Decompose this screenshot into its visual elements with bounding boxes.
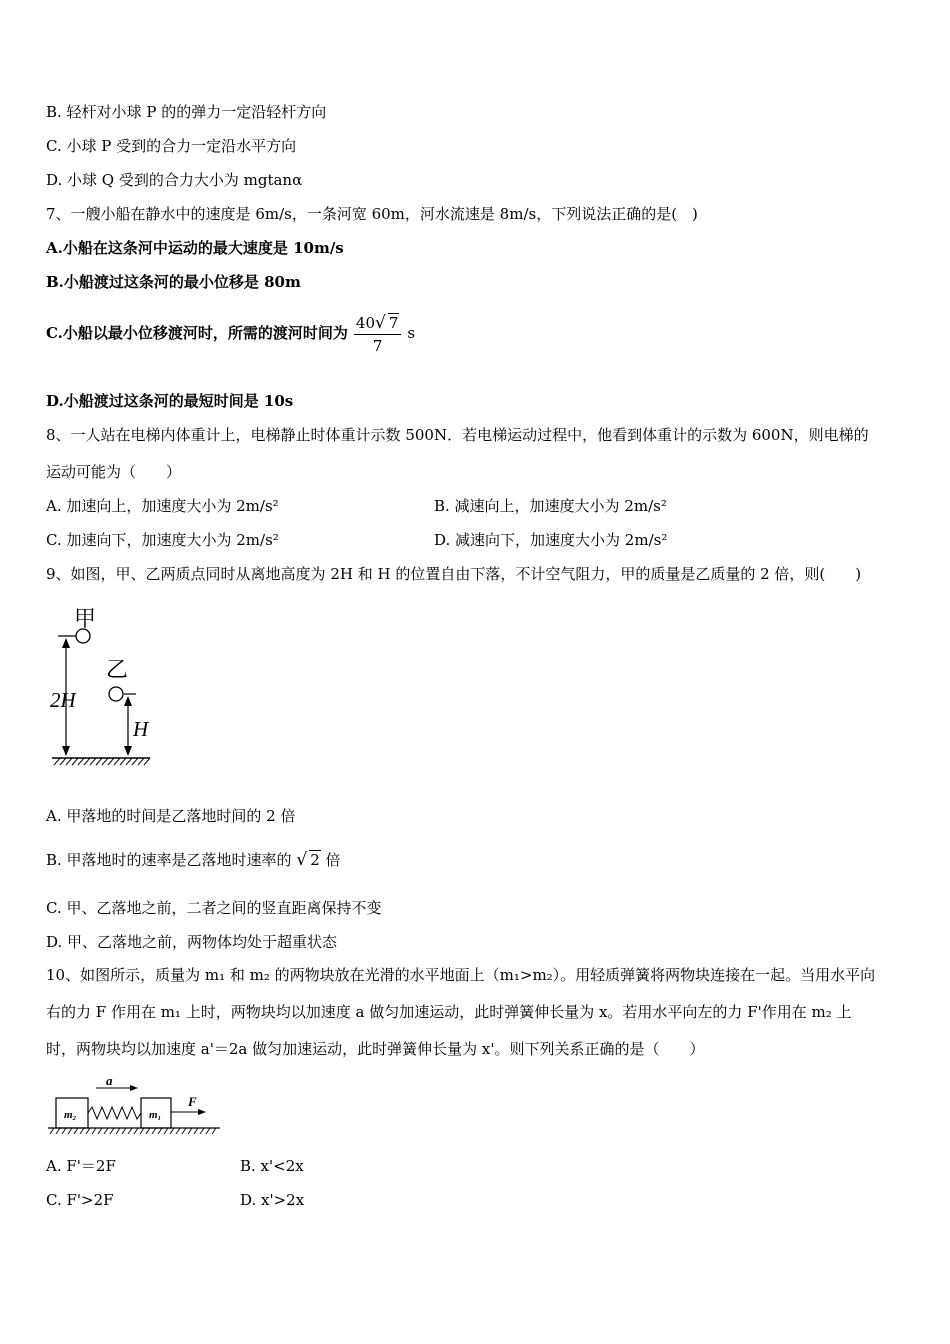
- q10-label-a: a: [106, 1073, 113, 1088]
- q10-stem-line2: 右的力 F 作用在 m₁ 上时，两物块均以加速度 a 做匀加速运动，此时弹簧伸长量为 x。若用水平向左的力 F'作用在 m₂ 上: [46, 1003, 852, 1021]
- q10-label-m1: m₁: [149, 1109, 162, 1121]
- q7-option-c: [46, 310, 415, 357]
- q10-option-c: C. F'>2F: [46, 1191, 114, 1209]
- q9-figure: [40, 596, 170, 772]
- q7-fraction: [354, 312, 401, 357]
- q6-option-c: C. 小球 P 受到的合力一定沿水平方向: [46, 137, 297, 155]
- q7-option-a: A.小船在这条河中运动的最大速度是 10m/s: [46, 239, 344, 257]
- q9-option-d: D. 甲、乙落地之前，两物体均处于超重状态: [46, 933, 338, 951]
- q8-option-b: B. 减速向上，加速度大小为 2m/s²: [434, 497, 667, 515]
- q8-stem-line2: 运动可能为（ ）: [46, 463, 182, 481]
- q10-figure: [44, 1070, 226, 1138]
- q6-option-d: D. 小球 Q 受到的合力大小为 mgtanα: [46, 171, 303, 189]
- q10-option-a: A. F'＝2F: [46, 1157, 116, 1175]
- q9-option-b-suffix: 倍: [325, 851, 341, 869]
- q10-option-b: B. x'<2x: [240, 1157, 304, 1175]
- q9-label-yi: 乙: [106, 657, 129, 682]
- q7-fraction-numerator: 40√ 7: [354, 312, 401, 335]
- q9-option-b-text: B. 甲落地时的速率是乙落地时速率的: [46, 851, 292, 869]
- q9-radicand: 2: [310, 851, 320, 869]
- q9-label-2h: 2H: [50, 688, 76, 712]
- q8-option-a: A. 加速向上，加速度大小为 2m/s²: [46, 497, 279, 515]
- q9-option-c: C. 甲、乙落地之前，二者之间的竖直距离保持不变: [46, 899, 382, 917]
- q7-fraction-denominator: 7: [372, 336, 383, 355]
- q8-option-d: D. 减速向下，加速度大小为 2m/s²: [434, 531, 668, 549]
- q6-option-b: B. 轻杆对小球 P 的的弹力一定沿轻杆方向: [46, 103, 327, 121]
- q10-label-m2: m₂: [64, 1109, 77, 1121]
- q9-option-b: [46, 842, 341, 878]
- q7-option-c-text: C.小船以最小位移渡河时，所需的渡河时间为: [46, 324, 348, 342]
- q7-stem: 7、一艘小船在静水中的速度是 6m/s，一条河宽 60m，河水流速是 8m/s，下列说法正确的是( ): [46, 205, 698, 223]
- q7-option-b: B.小船渡过这条河的最小位移是 80m: [46, 273, 301, 291]
- q8-stem-line1: 8、一人站在电梯内体重计上，电梯静止时体重计示数 500N．若电梯运动过程中，他看到体重计的示数为 600N，则电梯的: [46, 426, 869, 444]
- q9-option-a: A. 甲落地的时间是乙落地时间的 2 倍: [46, 807, 296, 825]
- q10-stem-line1: 10、如图所示，质量为 m₁ 和 m₂ 的两物块放在光滑的水平地面上（m₁>m₂）。用轻质弹簧将两物块连接在一起。当用水平向: [46, 966, 876, 984]
- q10-spring: [88, 1107, 141, 1119]
- q9-label-h: H: [133, 717, 149, 741]
- q9-particle-jia: [76, 629, 90, 643]
- q9-stem: 9、如图，甲、乙两质点同时从离地高度为 2H 和 H 的位置自由下落，不计空气阻力，甲的质量是乙质量的 2 倍，则( ): [46, 565, 862, 583]
- q10-stem-line3: 时，两物块均以加速度 a'＝2a 做匀加速运动，此时弹簧伸长量为 x'。则下列关系正确的是（ ）: [46, 1040, 705, 1058]
- q8-option-c: C. 加速向下，加速度大小为 2m/s²: [46, 531, 279, 549]
- q9-radical-sign: √: [296, 850, 308, 870]
- q7-option-d: D.小船渡过这条河的最短时间是 10s: [46, 392, 294, 410]
- q10-option-d: D. x'>2x: [240, 1191, 305, 1209]
- q7-numerator-radicand: 7: [388, 313, 399, 332]
- q7-numerator-coefficient: 40: [355, 313, 375, 332]
- q9-label-jia: 甲: [74, 606, 97, 631]
- q9-particle-yi: [109, 687, 123, 701]
- q10-label-f: F: [188, 1094, 197, 1109]
- q7-option-c-unit: s: [407, 324, 416, 342]
